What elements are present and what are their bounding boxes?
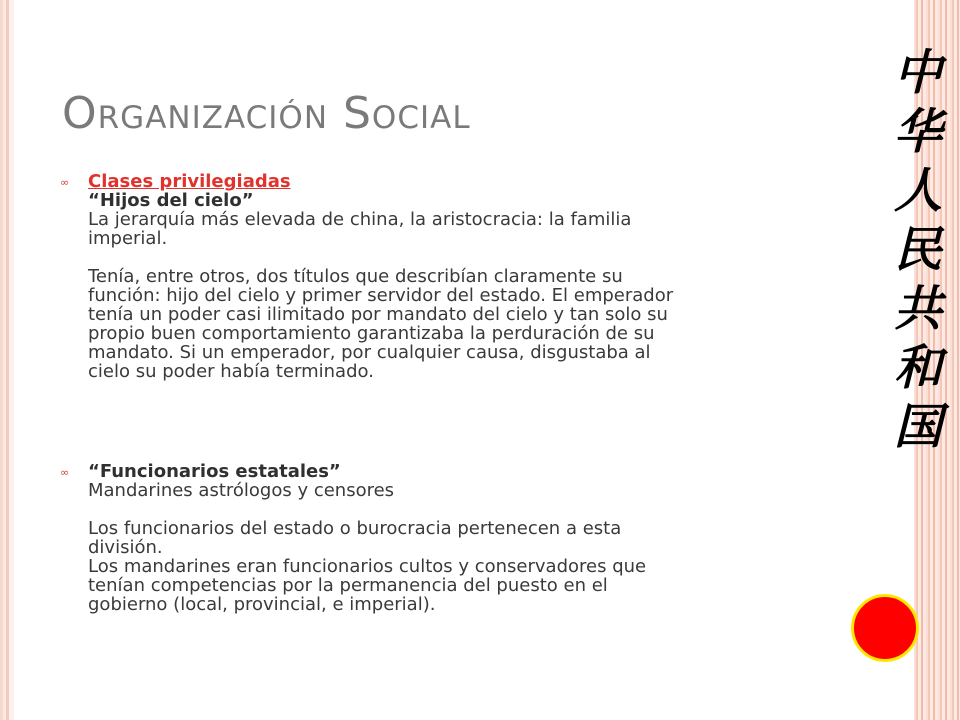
section1-text-line: Tenía, entre otros, dos títulos que describían claramente su xyxy=(88,266,623,287)
chinese-char: 和 xyxy=(893,340,942,396)
section1-text-line: propio buen comportamiento garantizaba la perduración de su xyxy=(88,323,655,344)
red-sun-circle-icon xyxy=(851,594,919,662)
section2-text-line: tenían competencias por la permanencia del puesto en el xyxy=(88,575,608,596)
section2-text-line: división. xyxy=(88,537,163,558)
bullet-state-officials xyxy=(60,462,850,614)
bullet-marker-icon: ∞ xyxy=(60,176,70,189)
bullet-privileged-classes xyxy=(60,172,850,381)
vertical-chinese-title xyxy=(878,44,958,457)
slide-title: Organización Social xyxy=(62,88,471,139)
section2-text-line: gobierno (local, provincial, e imperial). xyxy=(88,594,436,615)
section1-text-line: cielo su poder había terminado. xyxy=(88,361,374,382)
privileged-classes-link[interactable]: Clases privilegiadas xyxy=(88,171,291,192)
section1-subheading: “Hijos del cielo” xyxy=(88,190,254,211)
chinese-char: 民 xyxy=(893,222,942,278)
chinese-char: 国 xyxy=(893,399,942,455)
section2-heading: “Funcionarios estatales” xyxy=(88,461,341,482)
chinese-char: 中 xyxy=(893,45,942,101)
bullet-marker-icon: ∞ xyxy=(60,466,70,479)
chinese-char: 华 xyxy=(893,104,942,160)
section1-text-line: La jerarquía más elevada de china, la aristocracia: la familia xyxy=(88,209,632,230)
section2-text-line: Los mandarines eran funcionarios cultos y conservadores que xyxy=(88,556,647,577)
chinese-char: 共 xyxy=(893,281,942,337)
section1-text-line: imperial. xyxy=(88,228,168,249)
section2-subheading: Mandarines astrólogos y censores xyxy=(88,480,395,501)
section1-text-line: mandato. Si un emperador, por cualquier causa, disgustaba al xyxy=(88,342,651,363)
left-border-decoration xyxy=(0,0,14,720)
section1-text-line: función: hijo del cielo y primer servidor del estado. El emperador xyxy=(88,285,674,306)
section2-text-line: Los funcionarios del estado o burocracia pertenecen a esta xyxy=(88,518,622,539)
chinese-char: 人 xyxy=(893,163,942,219)
section1-text-line: tenía un poder casi ilimitado por mandato del cielo y tan solo su xyxy=(88,304,668,325)
